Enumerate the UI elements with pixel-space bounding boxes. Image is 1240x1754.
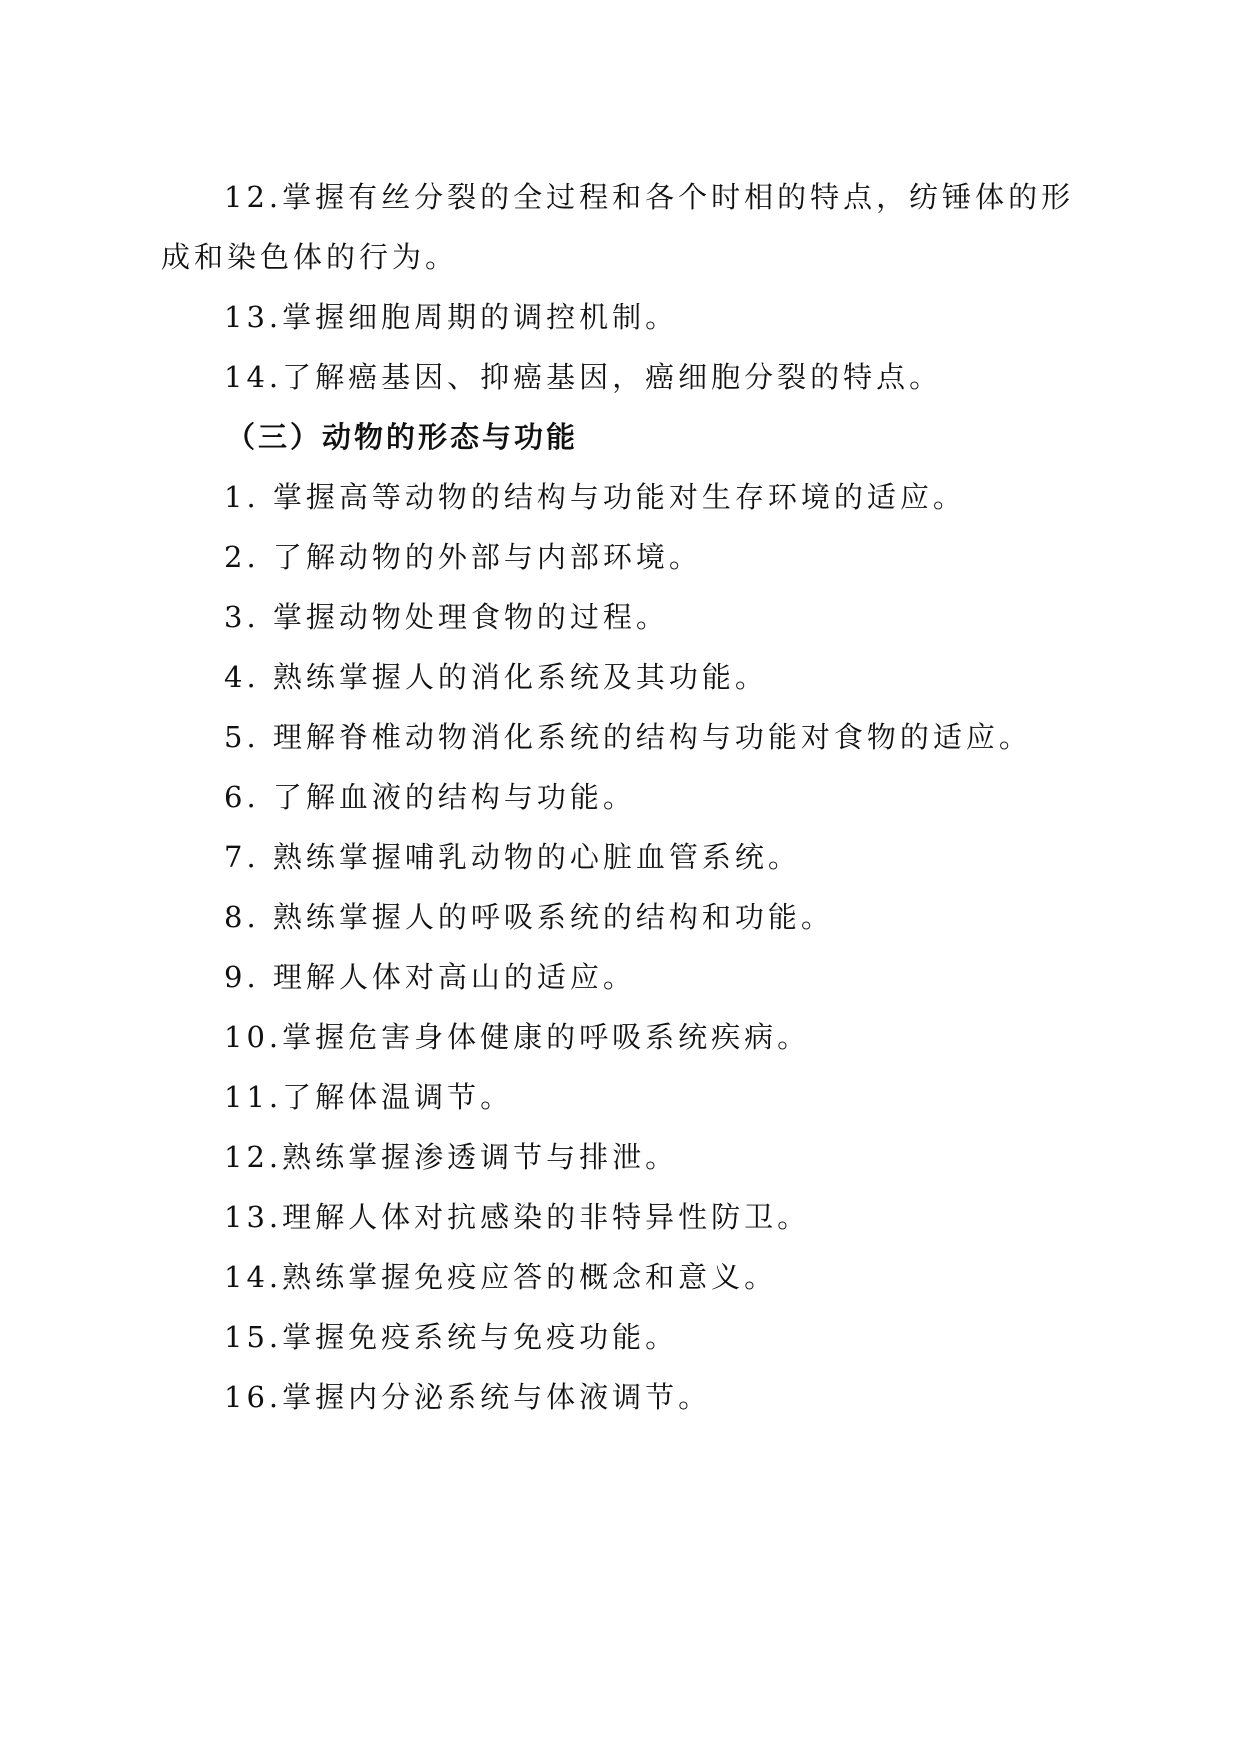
list-item: 4. 熟练掌握人的消化系统及其功能。 [224, 660, 768, 694]
list-item: 13.理解人体对抗感染的非特异性防卫。 [224, 1200, 811, 1234]
list-item: 2. 了解动物的外部与内部环境。 [224, 540, 702, 574]
list-item: 16.掌握内分泌系统与体液调节。 [224, 1380, 712, 1414]
list-item: 5. 理解脊椎动物消化系统的结构与功能对食物的适应。 [224, 720, 1032, 754]
list-item: 9. 理解人体对高山的适应。 [224, 960, 636, 994]
list-item: 12.熟练掌握渗透调节与排泄。 [224, 1140, 679, 1174]
list-item-12-line-1: 12.掌握有丝分裂的全过程和各个时相的特点，纺锤体的形 [224, 180, 1075, 214]
list-item: 11.了解体温调节。 [224, 1080, 514, 1114]
list-item: 7. 熟练掌握哺乳动物的心脏血管系统。 [224, 840, 801, 874]
list-item: 6. 了解血液的结构与功能。 [224, 780, 636, 814]
list-item: 8. 熟练掌握人的呼吸系统的结构和功能。 [224, 900, 834, 934]
list-item-13: 13.掌握细胞周期的调控机制。 [224, 300, 679, 334]
section-heading: （三）动物的形态与功能 [226, 420, 579, 454]
list-item: 14.熟练掌握免疫应答的概念和意义。 [224, 1260, 778, 1294]
list-item: 10.掌握危害身体健康的呼吸系统疾病。 [224, 1020, 811, 1054]
list-item-14: 14.了解癌基因、抑癌基因，癌细胞分裂的特点。 [224, 360, 943, 394]
list-item: 15.掌握免疫系统与免疫功能。 [224, 1320, 679, 1354]
list-item: 1. 掌握高等动物的结构与功能对生存环境的适应。 [224, 480, 966, 514]
list-item-12-line-2: 成和染色体的行为。 [161, 240, 459, 274]
list-item: 3. 掌握动物处理食物的过程。 [224, 600, 669, 634]
